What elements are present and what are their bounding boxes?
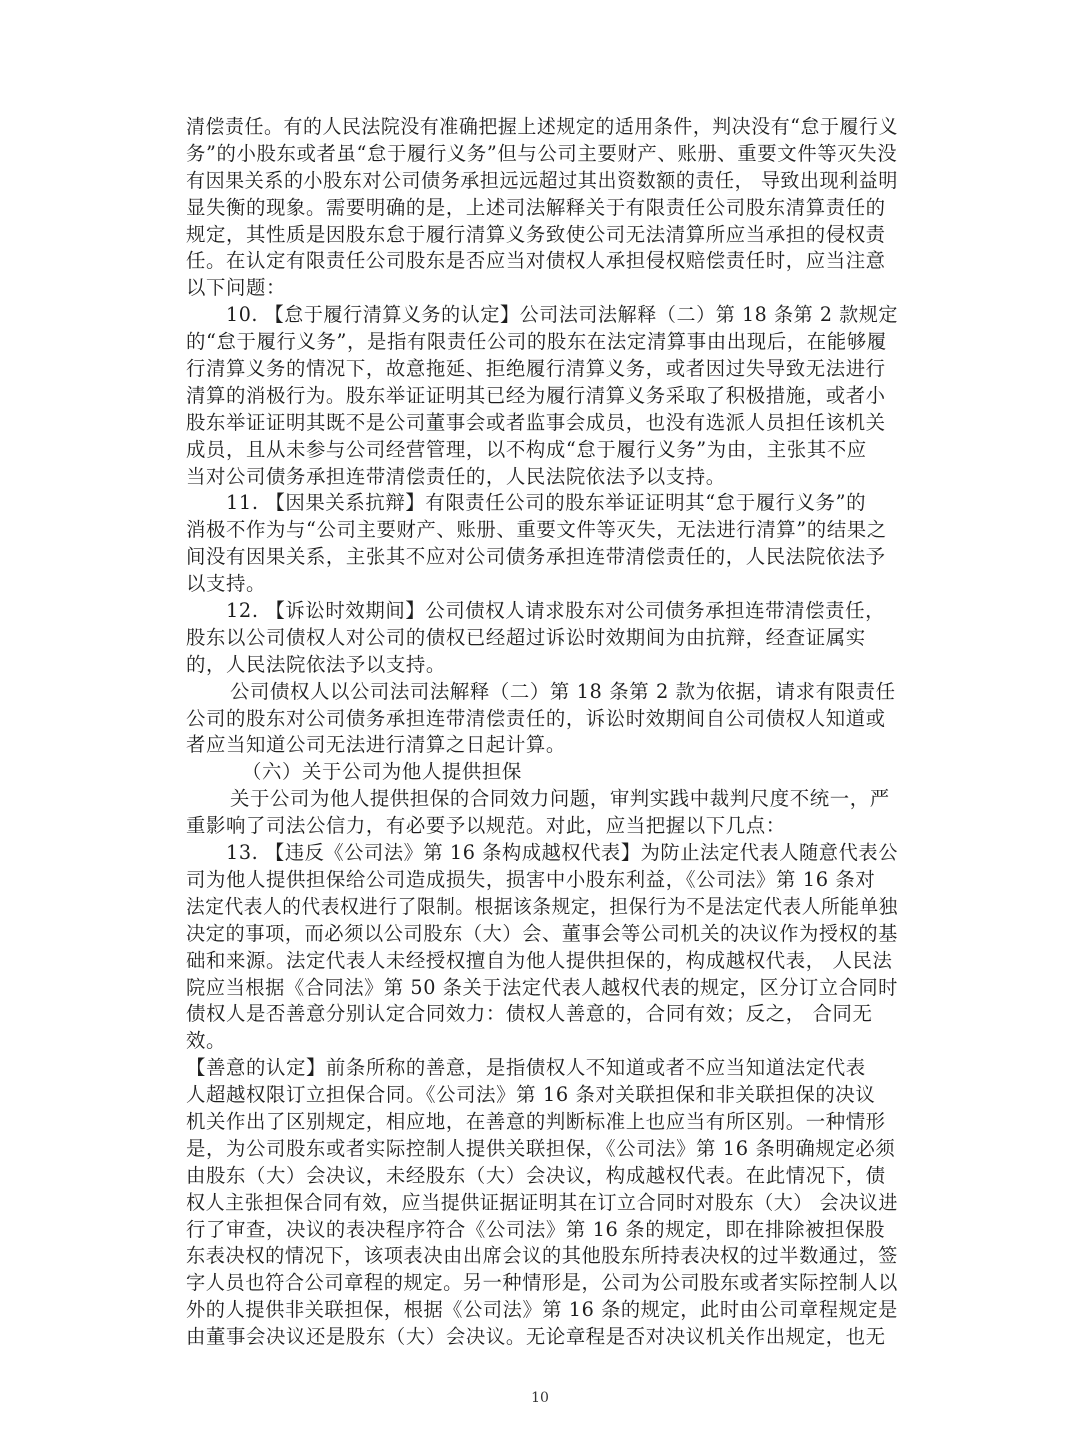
- text-line: 以下问题：: [186, 276, 286, 300]
- text-line: 行了审查，决议的表决程序符合《公司法》第 16 条的规定，即在排除被担保股: [186, 1217, 886, 1241]
- text-line: 11. 【因果关系抗辩】有限责任公司的股东举证证明其“怠于履行义务”的: [226, 491, 867, 515]
- text-line: 重影响了司法公信力，有必要予以规范。对此，应当把握以下几点：: [186, 814, 786, 838]
- text-line: 清偿责任。有的人民法院没有准确把握上述规定的适用条件，判决没有“怠于履行义: [186, 115, 899, 138]
- text-line: 12. 【诉讼时效期间】公司债权人请求股东对公司债务承担连带清偿责任，: [226, 599, 886, 623]
- text-line: 者应当知道公司无法进行清算之日起计算。: [186, 733, 566, 757]
- text-line: 司为他人提供担保给公司造成损失，损害中小股东利益，《公司法》第 16 条对: [186, 867, 876, 891]
- text-line: 股东举证证明其既不是公司董事会或者监事会成员，也没有选派人员担任该机关: [186, 410, 886, 434]
- text-line: 规定，其性质是因股东怠于履行清算义务致使公司无法清算所应当承担的侵权责: [186, 222, 886, 246]
- text-line: 13. 【违反《公司法》第 16 条构成越权代表】为防止法定代表人随意代表公: [226, 841, 899, 865]
- text-line: 显失衡的现象。需要明确的是，上述司法解释关于有限责任公司股东清算责任的: [186, 195, 886, 219]
- text-line: 清算的消极行为。股东举证证明其已经为履行清算义务采取了积极措施，或者小: [186, 383, 886, 407]
- text-line: 【善意的认定】前条所称的善意，是指债权人不知道或者不应当知道法定代表: [186, 1056, 866, 1080]
- text-line: 的“怠于履行义务”，是指有限责任公司的股东在法定清算事由出现后，在能够履: [186, 330, 887, 354]
- text-line: 由董事会决议还是股东（大）会决议。无论章程是否对决议机关作出规定，也无: [186, 1325, 886, 1349]
- text-line: 人超越权限订立担保合同。《公司法》第 16 条对关联担保和非关联担保的决议: [186, 1083, 876, 1107]
- text-line: 间没有因果关系，主张其不应对公司债务承担连带清偿责任的，人民法院依法予: [186, 545, 886, 569]
- text-line: 行清算义务的情况下，故意拖延、拒绝履行清算义务，或者因过失导致无法进行: [186, 357, 886, 381]
- text-line: 由股东（大）会决议，未经股东（大）会决议，构成越权代表。在此情况下，债: [186, 1163, 886, 1187]
- text-line: 础和来源。法定代表人未经授权擅自为他人提供担保的，构成越权代表， 人民法: [186, 948, 893, 972]
- text-line: 成员，且从未参与公司经营管理，以不构成“怠于履行义务”为由，主张其不应: [186, 437, 867, 461]
- text-line: 效。: [186, 1029, 226, 1053]
- text-line: 任。在认定有限责任公司股东是否应当对债权人承担侵权赔偿责任时，应当注意: [186, 249, 886, 273]
- text-line: 决定的事项，而必须以公司股东（大）会、董事会等公司机关的决议作为授权的基: [186, 921, 898, 945]
- text-line: 权人主张担保合同有效，应当提供证据证明其在订立合同时对股东（大） 会决议进: [186, 1190, 898, 1214]
- text-line: （六）关于公司为他人提供担保: [242, 760, 522, 784]
- text-line: 法定代表人的代表权进行了限制。根据该条规定，担保行为不是法定代表人所能单独: [186, 894, 898, 918]
- text-line: 外的人提供非关联担保，根据《公司法》第 16 条的规定，此时由公司章程规定是: [186, 1298, 898, 1322]
- text-line: 是，为公司股东或者实际控制人提供关联担保，《公司法》第 16 条明确规定必须: [186, 1136, 896, 1160]
- text-line: 务”的小股东或者虽“怠于履行义务”但与公司主要财产、账册、重要文件等灭失没: [186, 141, 898, 165]
- document-body: [186, 114, 898, 1351]
- text-line: 公司的股东对公司债务承担连带清偿责任的，诉讼时效期间自公司债权人知道或: [186, 706, 886, 730]
- text-line: 10. 【怠于履行清算义务的认定】公司法司法解释（二）第 18 条第 2 款规定: [226, 303, 898, 327]
- text-line: 的，人民法院依法予以支持。: [186, 652, 446, 676]
- text-line: 东表决权的情况下，该项表决由出席会议的其他股东所持表决权的过半数通过，签: [186, 1244, 898, 1268]
- text-line: 股东以公司债权人对公司的债权已经超过诉讼时效期间为由抗辩，经查证属实: [186, 625, 866, 649]
- text-line: 债权人是否善意分别认定合同效力：债权人善意的，合同有效；反之， 合同无: [186, 1002, 873, 1026]
- text-line: 有因果关系的小股东对公司债务承担远远超过其出资数额的责任， 导致出现利益明: [186, 168, 898, 192]
- text-line: 字人员也符合公司章程的规定。另一种情形是，公司为公司股东或者实际控制人以: [186, 1271, 898, 1295]
- text-line: 关于公司为他人提供担保的合同效力问题，审判实践中裁判尺度不统一，严: [230, 787, 890, 811]
- text-line: 公司债权人以公司法司法解释（二）第 18 条第 2 款为依据，请求有限责任: [230, 679, 896, 703]
- text-line: 以支持。: [186, 572, 266, 596]
- text-line: 当对公司债务承担连带清偿责任的，人民法院依法予以支持。: [186, 464, 726, 488]
- text-line: 院应当根据《合同法》第 50 条关于法定代表人越权代表的规定，区分订立合同时: [186, 975, 898, 999]
- page-number: 10: [531, 1390, 549, 1406]
- text-line: 消极不作为与“公司主要财产、账册、重要文件等灭失，无法进行清算”的结果之: [186, 518, 887, 542]
- text-line: 机关作出了区别规定，相应地，在善意的判断标准上也应当有所区别。一种情形: [186, 1109, 886, 1133]
